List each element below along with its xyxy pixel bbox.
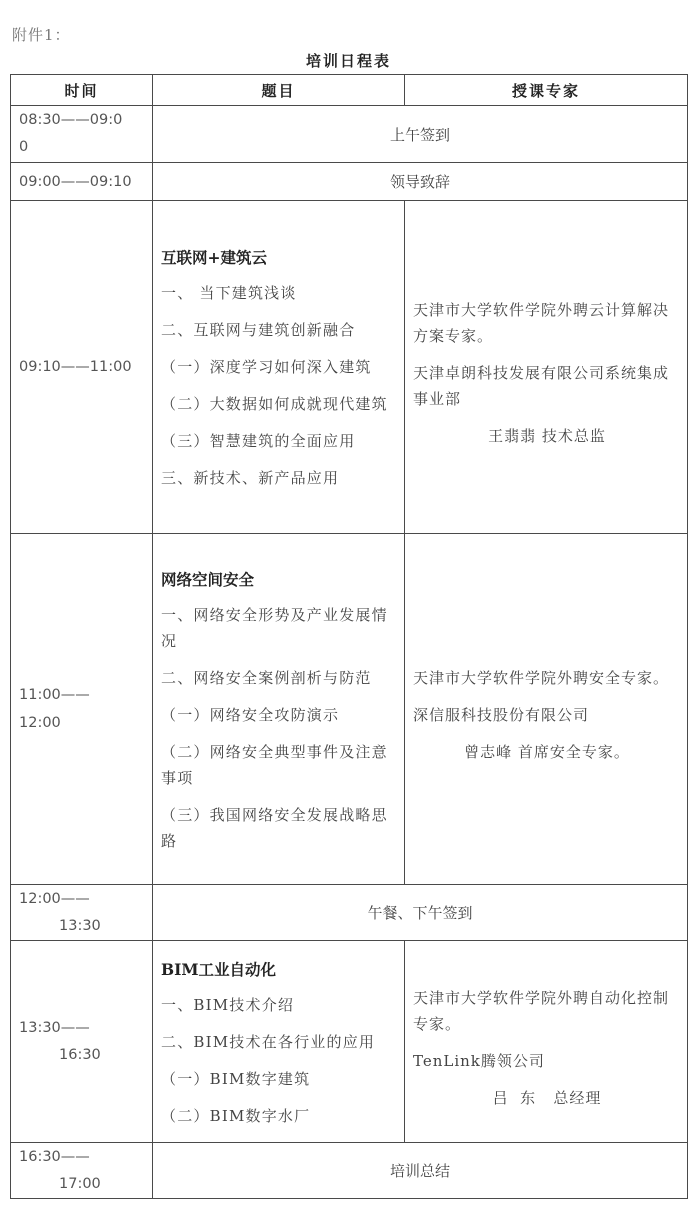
header-time: 时间 bbox=[11, 75, 153, 106]
merged-cell: 上午签到 bbox=[153, 106, 688, 163]
topic-item: 三、新技术、新产品应用 bbox=[161, 469, 340, 487]
time-line: 13:30—— bbox=[19, 1019, 90, 1036]
topic-heading: 网络空间安全 bbox=[161, 569, 255, 589]
merged-cell: 领导致辞 bbox=[153, 163, 688, 201]
time-line: 08:30——09:0 bbox=[19, 112, 123, 128]
time-line: 12:00—— bbox=[19, 890, 90, 907]
table-row bbox=[11, 1143, 688, 1199]
schedule-table bbox=[10, 74, 688, 1199]
topic-heading: 互联网+建筑云 bbox=[161, 248, 267, 267]
topic-item: 二、网络安全案例剖析与防范 bbox=[161, 668, 372, 687]
topic-item: （三）我国网络安全发展战略思路 bbox=[161, 805, 388, 850]
topic-cell bbox=[153, 941, 405, 1143]
expert-line: 天津卓朗科技发展有限公司系统集成事业部 bbox=[413, 364, 670, 408]
expert-name: 王翡翡 技术总监 bbox=[488, 427, 606, 445]
topic-item: 二、BIM技术在各行业的应用 bbox=[161, 1032, 376, 1051]
header-expert: 授课专家 bbox=[405, 75, 688, 106]
topic-cell bbox=[153, 534, 405, 885]
time-line: 09:10——11:00 bbox=[19, 359, 132, 375]
table-row bbox=[11, 885, 688, 941]
page-title: 培训日程表 bbox=[305, 52, 391, 70]
time-cell bbox=[11, 885, 153, 941]
expert-cell bbox=[405, 201, 688, 534]
topic-item: 二、互联网与建筑创新融合 bbox=[161, 321, 356, 339]
table-row bbox=[11, 534, 688, 885]
time-line: 16:30—— bbox=[19, 1148, 90, 1165]
header-topic: 题目 bbox=[153, 75, 405, 106]
time-cell bbox=[11, 201, 153, 534]
topic-item: 一、BIM技术介绍 bbox=[161, 995, 295, 1014]
time-line: 09:00——09:10 bbox=[19, 173, 132, 190]
expert-line: 天津市大学软件学院外聘安全专家。 bbox=[413, 669, 670, 687]
time-line: 17:00 bbox=[59, 1175, 101, 1192]
expert-line: 深信服科技股份有限公司 bbox=[413, 706, 590, 724]
time-cell bbox=[11, 1143, 153, 1199]
expert-name: 曾志峰 首席安全专家。 bbox=[464, 743, 630, 761]
topic-item: （一）深度学习如何深入建筑 bbox=[161, 358, 372, 376]
table-row bbox=[11, 106, 688, 163]
time-line: 16:30 bbox=[59, 1046, 101, 1063]
time-line: 0 bbox=[19, 139, 29, 155]
expert-name: 吕 东 总经理 bbox=[492, 1088, 602, 1107]
topic-item: （三）智慧建筑的全面应用 bbox=[161, 432, 356, 450]
table-row bbox=[11, 201, 688, 534]
topic-item: （二）网络安全典型事件及注意事项 bbox=[161, 742, 388, 787]
time-cell bbox=[11, 534, 153, 885]
merged-cell: 午餐、下午签到 bbox=[153, 885, 688, 941]
time-line: 13:30 bbox=[59, 917, 101, 934]
time-line: 12:00 bbox=[19, 715, 61, 731]
time-cell bbox=[11, 106, 153, 163]
expert-cell bbox=[405, 941, 688, 1143]
topic-item: （二）BIM数字水厂 bbox=[161, 1106, 311, 1125]
topic-item: （一）BIM数字建筑 bbox=[161, 1069, 311, 1088]
topic-cell bbox=[153, 201, 405, 534]
topic-item: 一、 当下建筑浅谈 bbox=[161, 284, 297, 302]
topic-item: （二）大数据如何成就现代建筑 bbox=[161, 395, 388, 413]
topic-item: （一）网络安全攻防演示 bbox=[161, 705, 340, 724]
expert-line: 天津市大学软件学院外聘自动化控制专家。 bbox=[413, 988, 670, 1033]
topic-item: 一、网络安全形势及产业发展情况 bbox=[161, 605, 388, 650]
expert-cell bbox=[405, 534, 688, 885]
time-cell bbox=[11, 941, 153, 1143]
annex-label: 附件1： bbox=[12, 26, 71, 44]
expert-line: TenLink腾领公司 bbox=[413, 1051, 545, 1070]
table-row bbox=[11, 941, 688, 1143]
time-cell bbox=[11, 163, 153, 201]
expert-line: 天津市大学软件学院外聘云计算解决方案专家。 bbox=[413, 301, 670, 345]
topic-heading: BIM工业自动化 bbox=[161, 959, 277, 979]
table-header-row bbox=[11, 75, 688, 106]
merged-cell: 培训总结 bbox=[153, 1143, 688, 1199]
table-row bbox=[11, 163, 688, 201]
time-line: 11:00—— bbox=[19, 687, 90, 703]
